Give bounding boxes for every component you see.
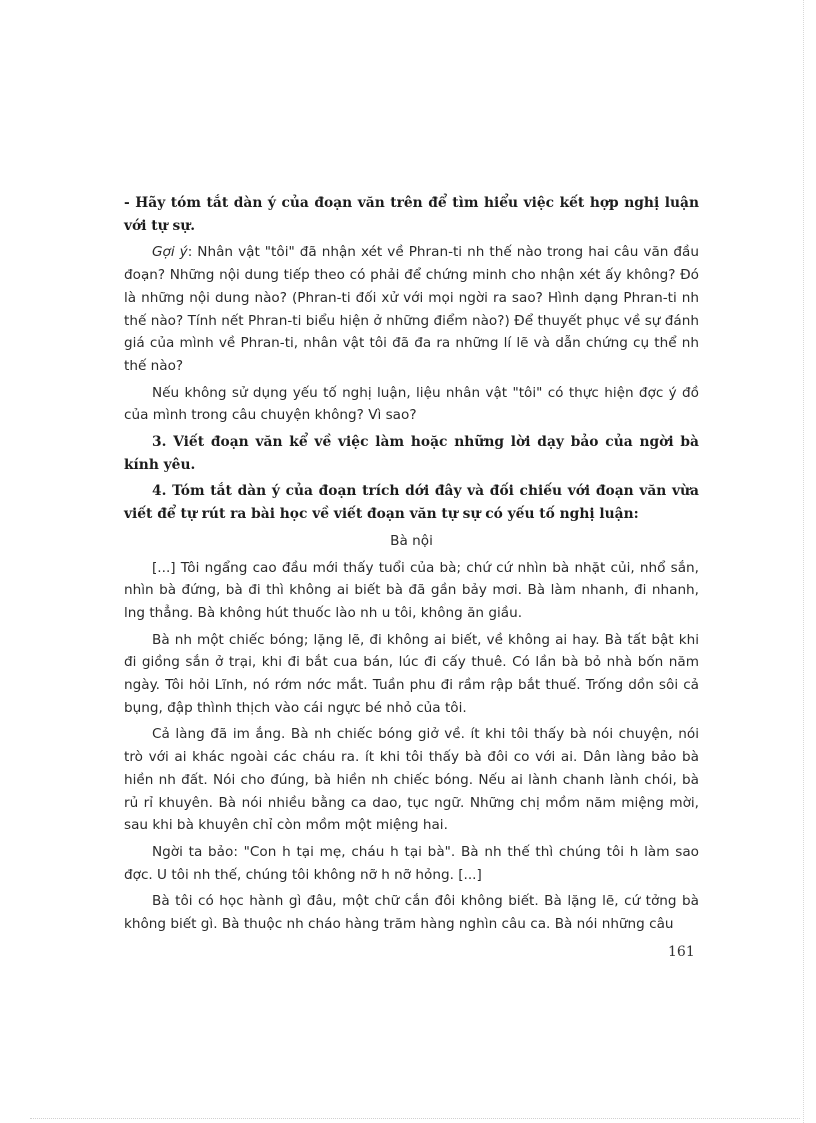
- task-4: 4. Tóm tắt dàn ý của đoạn trích dới đây và đối chiếu với đoạn văn vừa viết để tự rút ra bài học về viết đoạn văn tự sự có yếu tố nghị luận:: [124, 483, 699, 523]
- hint-paragraph: [124, 241, 699, 377]
- excerpt-title: Bà nội: [390, 532, 433, 549]
- right-dotted-border: [803, 0, 804, 1123]
- question-summary: - Hãy tóm tắt dàn ý của đoạn văn trên để tìm hiểu việc kết hợp nghị luận với tự sự.: [124, 195, 699, 234]
- excerpt-paragraph-5: Bà tôi có học hành gì đâu, một chữ cắn đôi không biết. Bà lặng lẽ, cứ tởng bà không biết gì. Bà thuộc nh cháo hàng trăm hàng nghìn câu ca. Bà nói những câu: [124, 893, 699, 933]
- page-number: 161: [668, 944, 695, 960]
- excerpt-paragraph-4: Ngời ta bảo: "Con h tại mẹ, cháu h tại bà". Bà nh thế thì chúng tôi h làm sao đợc. U tôi nh thế, chúng tôi không nỡ h nỡ hỏng. [...]: [124, 843, 699, 883]
- excerpt-paragraph-2: Bà nh một chiếc bóng; lặng lẽ, đi không ai biết, về không ai hay. Bà tất bật khi đi giồng sắn ở trại, khi đi bắt cua bán, lúc đi cấy thuê. Có lần bà bỏ nhà bốn năm ngày. Tôi hỏi Lĩnh, nó rớm nớc mắt. Tuần phu đi rầm rập bắt thuế. Trống dồn sôi cả bụng, đập thình thịch vào cái ngực bé nhỏ của tôi.: [124, 631, 699, 716]
- bottom-dotted-border: [30, 1118, 800, 1119]
- excerpt-paragraph-3: Cả làng đã im ắng. Bà nh chiếc bóng giở về. ít khi tôi thấy bà nói chuyện, nói trò với ai khác ngoài các cháu ra. ít khi tôi thấy bà đôi co với ai. Dân làng bảo bà hiền nh đất. Nói cho đúng, bà hiền nh chiếc bóng. Nếu ai lành chanh lành chói, bà rủ rỉ khuyên. Bà nói nhiều bằng ca dao, tục ngữ. Những chị mồm năm miệng mời, sau khi bà khuyên chỉ còn mồm một miệng hai.: [124, 726, 699, 834]
- hint-text: : Nhân vật "tôi" đã nhận xét về Phran-ti nh thế nào trong hai câu văn đầu đoạn? Những nội dung tiếp theo có phải để chứng minh cho nhận xét ấy không? Đó là những nội dung nào? (Phran-ti đối xử với mọi ngời ra sao? Hình dạng Phran-ti nh thế nào? Tính nết Phran-ti biểu hiện ở những điểm nào?) Để thuyết phục về sự đánh giá của mình về Phran-ti, nhân vật tôi đã đa ra những lí lẽ và dẫn chứng cụ thể nh thế nào?: [124, 244, 699, 374]
- task-3: 3. Viết đoạn văn kể về việc làm hoặc những lời dạy bảo của ngời bà kính yêu.: [124, 434, 699, 473]
- hint-label: Gợi ý: [152, 244, 188, 261]
- question-followup: Nếu không sử dụng yếu tố nghị luận, liệu nhân vật "tôi" có thực hiện đợc ý đồ của mình trong câu chuyện không? Vì sao?: [124, 384, 699, 424]
- page-content: [124, 192, 699, 940]
- excerpt-paragraph-1: [...] Tôi ngẩng cao đầu mới thấy tuổi của bà; chứ cứ nhìn bà nhặt củi, nhổ sắn, nhìn bà đứng, bà đi thì không ai biết bà đã gần bảy mơi. Bà làm nhanh, đi nhanh, lng thẳng. Bà không hút thuốc lào nh u tôi, không ăn giầu.: [124, 559, 699, 621]
